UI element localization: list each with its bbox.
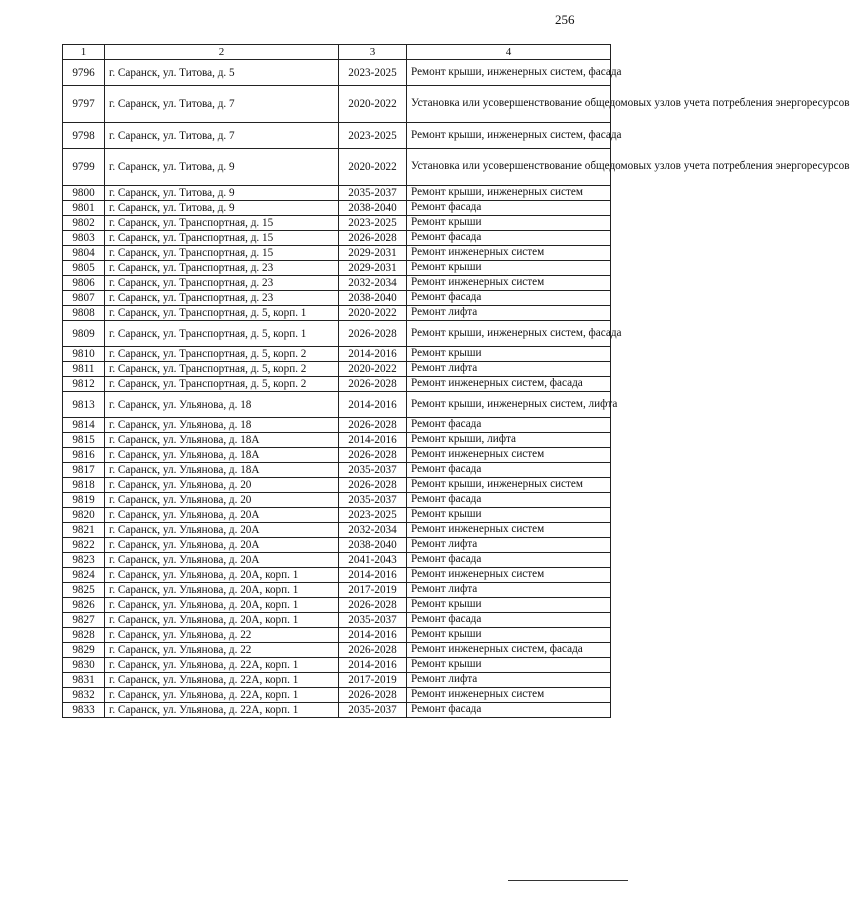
row-number: 9798	[63, 123, 105, 149]
row-address: г. Саранск, ул. Ульянова, д. 22	[105, 628, 339, 643]
row-address: г. Саранск, ул. Транспортная, д. 5, корп. 2	[105, 377, 339, 392]
row-period: 2014-2016	[339, 628, 407, 643]
table-row	[63, 86, 611, 123]
row-period: 2014-2016	[339, 658, 407, 673]
row-work-type: Ремонт инженерных систем, фасада	[407, 643, 611, 658]
row-address: г. Саранск, ул. Титова, д. 5	[105, 60, 339, 86]
row-address: г. Саранск, ул. Ульянова, д. 22А, корп. 1	[105, 703, 339, 718]
column-header-2: 2	[105, 45, 339, 60]
row-period: 2023-2025	[339, 216, 407, 231]
row-address: г. Саранск, ул. Ульянова, д. 20А	[105, 523, 339, 538]
row-period: 2035-2037	[339, 493, 407, 508]
table-row	[63, 306, 611, 321]
row-address: г. Саранск, ул. Транспортная, д. 15	[105, 216, 339, 231]
row-work-type: Ремонт лифта	[407, 538, 611, 553]
table-row	[63, 149, 611, 186]
row-address: г. Саранск, ул. Ульянова, д. 20А	[105, 538, 339, 553]
table-row	[63, 377, 611, 392]
row-period: 2032-2034	[339, 276, 407, 291]
table-row	[63, 628, 611, 643]
row-period: 2014-2016	[339, 433, 407, 448]
row-work-type: Ремонт фасада	[407, 231, 611, 246]
row-number: 9814	[63, 418, 105, 433]
row-address: г. Саранск, ул. Ульянова, д. 22А, корп. 1	[105, 673, 339, 688]
table-row	[63, 362, 611, 377]
row-address: г. Саранск, ул. Ульянова, д. 20	[105, 493, 339, 508]
row-work-type: Ремонт крыши	[407, 261, 611, 276]
row-number: 9817	[63, 463, 105, 478]
row-work-type: Ремонт крыши, инженерных систем, фасада	[407, 123, 611, 149]
table-header-row	[63, 45, 611, 60]
row-period: 2014-2016	[339, 568, 407, 583]
table-row	[63, 347, 611, 362]
row-address: г. Саранск, ул. Титова, д. 9	[105, 186, 339, 201]
row-number: 9829	[63, 643, 105, 658]
row-address: г. Саранск, ул. Ульянова, д. 20А, корп. 1	[105, 613, 339, 628]
table-row	[63, 433, 611, 448]
row-period: 2020-2022	[339, 149, 407, 186]
row-period: 2014-2016	[339, 347, 407, 362]
row-number: 9796	[63, 60, 105, 86]
row-number: 9828	[63, 628, 105, 643]
row-address: г. Саранск, ул. Ульянова, д. 20А, корп. 1	[105, 568, 339, 583]
row-number: 9801	[63, 201, 105, 216]
row-address: г. Саранск, ул. Транспортная, д. 23	[105, 291, 339, 306]
row-address: г. Саранск, ул. Ульянова, д. 20	[105, 478, 339, 493]
row-address: г. Саранск, ул. Ульянова, д. 20А, корп. 1	[105, 583, 339, 598]
row-work-type: Ремонт инженерных систем	[407, 688, 611, 703]
row-number: 9816	[63, 448, 105, 463]
row-work-type: Ремонт инженерных систем, фасада	[407, 377, 611, 392]
row-number: 9819	[63, 493, 105, 508]
row-work-type: Ремонт инженерных систем	[407, 276, 611, 291]
row-period: 2035-2037	[339, 613, 407, 628]
row-period: 2026-2028	[339, 231, 407, 246]
row-number: 9803	[63, 231, 105, 246]
table-row	[63, 673, 611, 688]
table-row	[63, 321, 611, 347]
row-address: г. Саранск, ул. Транспортная, д. 5, корп. 2	[105, 347, 339, 362]
table-row	[63, 568, 611, 583]
row-period: 2017-2019	[339, 673, 407, 688]
row-work-type: Ремонт лифта	[407, 362, 611, 377]
row-period: 2026-2028	[339, 418, 407, 433]
row-work-type: Ремонт инженерных систем	[407, 448, 611, 463]
table-row	[63, 60, 611, 86]
row-work-type: Ремонт фасада	[407, 291, 611, 306]
row-period: 2020-2022	[339, 306, 407, 321]
table-row	[63, 276, 611, 291]
table-row	[63, 493, 611, 508]
table-row	[63, 448, 611, 463]
row-address: г. Саранск, ул. Титова, д. 7	[105, 123, 339, 149]
table-row	[63, 598, 611, 613]
row-address: г. Саранск, ул. Ульянова, д. 20А	[105, 508, 339, 523]
row-work-type: Ремонт крыши	[407, 658, 611, 673]
row-number: 9811	[63, 362, 105, 377]
row-work-type: Ремонт крыши, инженерных систем, лифта	[407, 392, 611, 418]
row-work-type: Ремонт фасада	[407, 201, 611, 216]
table-row	[63, 418, 611, 433]
row-period: 2026-2028	[339, 377, 407, 392]
row-number: 9806	[63, 276, 105, 291]
row-number: 9826	[63, 598, 105, 613]
table-row	[63, 478, 611, 493]
row-number: 9821	[63, 523, 105, 538]
row-work-type: Ремонт лифта	[407, 673, 611, 688]
row-period: 2029-2031	[339, 246, 407, 261]
column-header-3: 3	[339, 45, 407, 60]
table-row	[63, 658, 611, 673]
table-row	[63, 703, 611, 718]
row-work-type: Ремонт инженерных систем	[407, 523, 611, 538]
row-number: 9800	[63, 186, 105, 201]
table-row	[63, 613, 611, 628]
row-period: 2023-2025	[339, 508, 407, 523]
row-work-type: Ремонт фасада	[407, 493, 611, 508]
table-row	[63, 231, 611, 246]
row-period: 2014-2016	[339, 392, 407, 418]
row-work-type: Ремонт крыши, инженерных систем, фасада	[407, 60, 611, 86]
row-work-type: Ремонт фасада	[407, 463, 611, 478]
row-number: 9797	[63, 86, 105, 123]
row-work-type: Установка или усовершенствование общедомовых узлов учета потребления энергоресурсов	[407, 149, 611, 186]
row-number: 9815	[63, 433, 105, 448]
row-address: г. Саранск, ул. Транспортная, д. 15	[105, 231, 339, 246]
row-address: г. Саранск, ул. Транспортная, д. 5, корп. 1	[105, 306, 339, 321]
row-address: г. Саранск, ул. Ульянова, д. 18А	[105, 448, 339, 463]
row-work-type: Ремонт крыши	[407, 347, 611, 362]
row-number: 9812	[63, 377, 105, 392]
row-address: г. Саранск, ул. Транспортная, д. 5, корп. 1	[105, 321, 339, 347]
row-address: г. Саранск, ул. Титова, д. 7	[105, 86, 339, 123]
row-number: 9818	[63, 478, 105, 493]
row-period: 2026-2028	[339, 643, 407, 658]
row-work-type: Ремонт крыши, лифта	[407, 433, 611, 448]
row-work-type: Ремонт крыши, инженерных систем	[407, 478, 611, 493]
row-address: г. Саранск, ул. Ульянова, д. 18	[105, 392, 339, 418]
row-work-type: Ремонт крыши	[407, 216, 611, 231]
table-row	[63, 538, 611, 553]
table-row	[63, 688, 611, 703]
table-row	[63, 508, 611, 523]
row-address: г. Саранск, ул. Ульянова, д. 20А, корп. 1	[105, 598, 339, 613]
row-number: 9802	[63, 216, 105, 231]
column-header-1: 1	[63, 45, 105, 60]
row-period: 2023-2025	[339, 123, 407, 149]
row-address: г. Саранск, ул. Ульянова, д. 22А, корп. 1	[105, 688, 339, 703]
row-address: г. Саранск, ул. Ульянова, д. 22А, корп. 1	[105, 658, 339, 673]
row-period: 2026-2028	[339, 478, 407, 493]
row-period: 2017-2019	[339, 583, 407, 598]
row-number: 9830	[63, 658, 105, 673]
row-number: 9805	[63, 261, 105, 276]
row-number: 9804	[63, 246, 105, 261]
row-period: 2038-2040	[339, 291, 407, 306]
table-row	[63, 643, 611, 658]
row-period: 2035-2037	[339, 703, 407, 718]
page-number: 256	[555, 12, 575, 27]
row-period: 2038-2040	[339, 201, 407, 216]
row-work-type: Ремонт фасада	[407, 418, 611, 433]
row-number: 9832	[63, 688, 105, 703]
column-header-4: 4	[407, 45, 611, 60]
row-work-type: Ремонт крыши, инженерных систем, фасада	[407, 321, 611, 347]
row-address: г. Саранск, ул. Транспортная, д. 5, корп. 2	[105, 362, 339, 377]
row-period: 2029-2031	[339, 261, 407, 276]
row-number: 9831	[63, 673, 105, 688]
row-work-type: Ремонт фасада	[407, 613, 611, 628]
row-work-type: Ремонт крыши	[407, 508, 611, 523]
row-work-type: Ремонт лифта	[407, 306, 611, 321]
row-period: 2026-2028	[339, 598, 407, 613]
row-number: 9807	[63, 291, 105, 306]
table-row	[63, 201, 611, 216]
row-work-type: Ремонт крыши	[407, 598, 611, 613]
row-period: 2026-2028	[339, 321, 407, 347]
row-work-type: Ремонт инженерных систем	[407, 568, 611, 583]
table-row	[63, 523, 611, 538]
row-number: 9808	[63, 306, 105, 321]
table-row	[63, 186, 611, 201]
row-period: 2026-2028	[339, 448, 407, 463]
row-number: 9820	[63, 508, 105, 523]
row-work-type: Установка или усовершенствование общедомовых узлов учета потребления энергоресурсов	[407, 86, 611, 123]
table-row	[63, 246, 611, 261]
row-number: 9827	[63, 613, 105, 628]
row-period: 2020-2022	[339, 86, 407, 123]
row-period: 2023-2025	[339, 60, 407, 86]
row-work-type: Ремонт фасада	[407, 703, 611, 718]
row-number: 9809	[63, 321, 105, 347]
row-address: г. Саранск, ул. Транспортная, д. 23	[105, 261, 339, 276]
row-work-type: Ремонт фасада	[407, 553, 611, 568]
table-row	[63, 291, 611, 306]
row-number: 9799	[63, 149, 105, 186]
table-body	[63, 60, 850, 718]
row-work-type: Ремонт лифта	[407, 583, 611, 598]
row-work-type: Ремонт крыши	[407, 628, 611, 643]
row-address: г. Саранск, ул. Транспортная, д. 15	[105, 246, 339, 261]
row-address: г. Саранск, ул. Ульянова, д. 18А	[105, 433, 339, 448]
row-work-type: Ремонт инженерных систем	[407, 246, 611, 261]
row-number: 9813	[63, 392, 105, 418]
row-address: г. Саранск, ул. Ульянова, д. 18А	[105, 463, 339, 478]
row-period: 2035-2037	[339, 186, 407, 201]
row-period: 2035-2037	[339, 463, 407, 478]
row-number: 9822	[63, 538, 105, 553]
table-row	[63, 261, 611, 276]
row-address: г. Саранск, ул. Титова, д. 9	[105, 149, 339, 186]
row-period: 2026-2028	[339, 688, 407, 703]
row-number: 9825	[63, 583, 105, 598]
table-row	[63, 216, 611, 231]
table-row	[63, 123, 611, 149]
footer-rule	[508, 880, 628, 881]
row-period: 2032-2034	[339, 523, 407, 538]
row-address: г. Саранск, ул. Ульянова, д. 22	[105, 643, 339, 658]
row-address: г. Саранск, ул. Транспортная, д. 23	[105, 276, 339, 291]
table-row	[63, 553, 611, 568]
row-period: 2020-2022	[339, 362, 407, 377]
row-number: 9810	[63, 347, 105, 362]
row-address: г. Саранск, ул. Ульянова, д. 18	[105, 418, 339, 433]
repair-schedule-table	[62, 44, 850, 718]
row-number: 9824	[63, 568, 105, 583]
table-row	[63, 392, 611, 418]
table-row	[63, 463, 611, 478]
row-period: 2038-2040	[339, 538, 407, 553]
row-number: 9823	[63, 553, 105, 568]
row-number: 9833	[63, 703, 105, 718]
row-address: г. Саранск, ул. Титова, д. 9	[105, 201, 339, 216]
row-work-type: Ремонт крыши, инженерных систем	[407, 186, 611, 201]
table-row	[63, 583, 611, 598]
row-period: 2041-2043	[339, 553, 407, 568]
row-address: г. Саранск, ул. Ульянова, д. 20А	[105, 553, 339, 568]
